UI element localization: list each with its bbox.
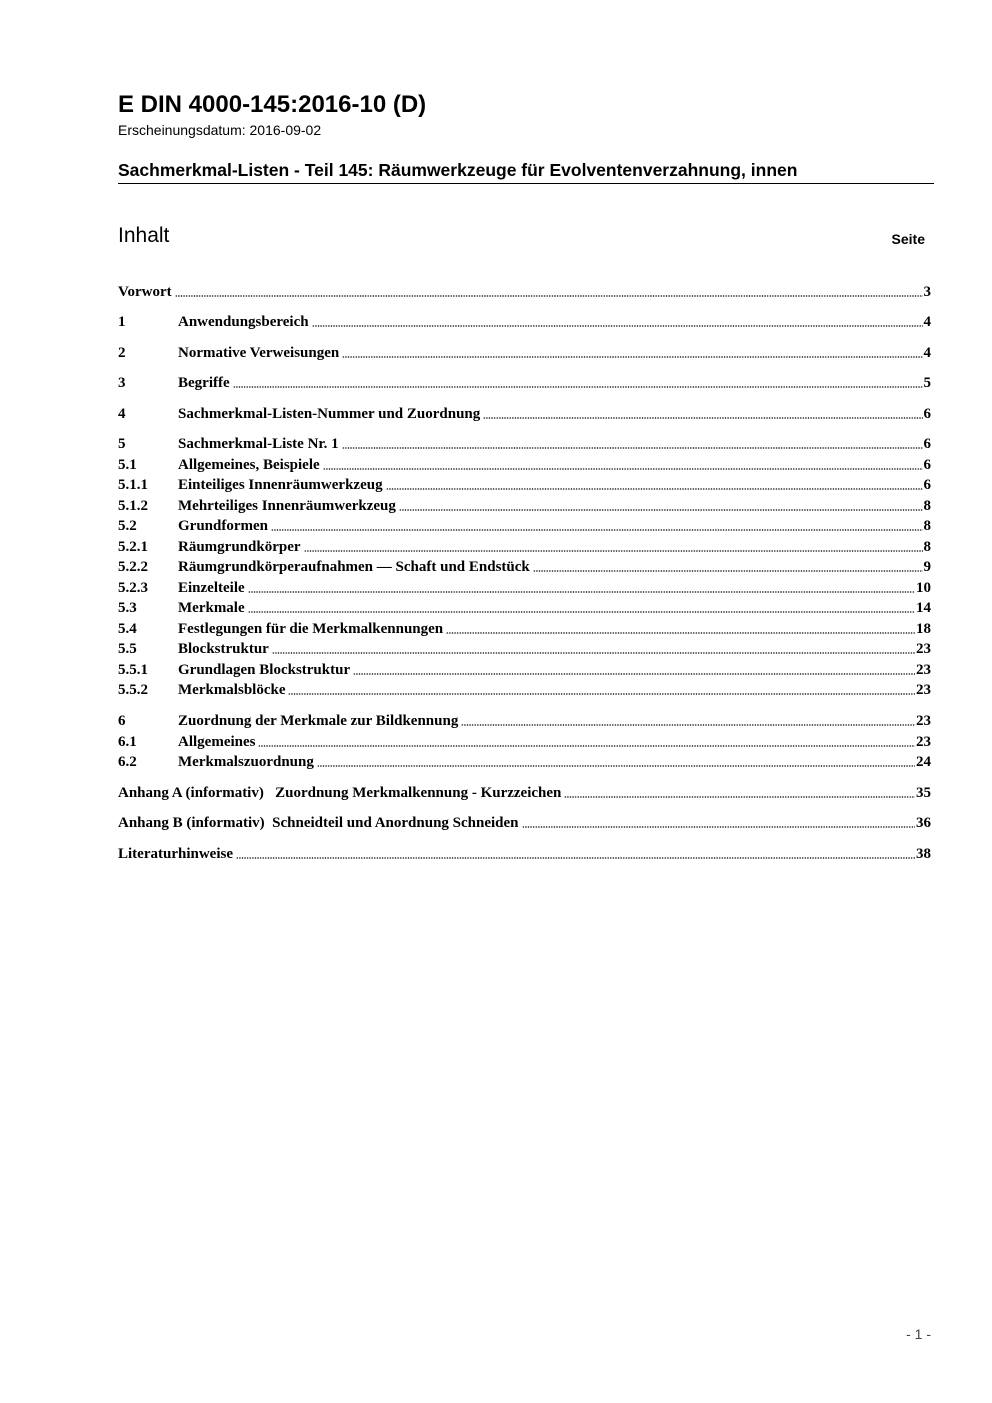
publication-date: Erscheinungsdatum: 2016-09-02 <box>118 122 322 138</box>
toc-entry-page: 8 <box>923 539 931 555</box>
title-underline <box>118 183 934 184</box>
toc-entry-dot-leader <box>271 529 923 531</box>
page-number: - 1 - <box>906 1326 931 1342</box>
toc-entry-title: Literaturhinweise <box>118 846 233 862</box>
toc-entry-dot-leader <box>342 447 923 449</box>
toc-entry-dot-leader <box>175 295 923 297</box>
toc-entry[interactable] <box>118 731 931 751</box>
toc-entry-page: 8 <box>923 518 931 534</box>
toc-entry-title: Räumgrundkörperaufnahmen — Schaft und Endstück <box>178 559 530 575</box>
toc-entry[interactable] <box>118 710 931 730</box>
toc-entry-title: Festlegungen für die Merkmalkennungen <box>178 621 444 637</box>
toc-entry-page: 24 <box>916 754 931 770</box>
toc-entry-dot-leader <box>461 724 915 726</box>
toc-entry-number: 5.2 <box>118 518 137 534</box>
toc-entry[interactable] <box>118 812 931 832</box>
toc-entry-page: 8 <box>923 498 931 514</box>
toc-entry-dot-leader <box>288 693 915 695</box>
toc-entry[interactable] <box>118 454 931 474</box>
toc-entry-title: Räumgrundkörper <box>178 539 301 555</box>
toc-entry[interactable] <box>118 751 931 771</box>
toc-entry-title: Zuordnung der Merkmale zur Bildkennung <box>178 713 459 729</box>
toc-entry-number: 5.1 <box>118 457 137 473</box>
toc-entry-title: Einteiliges Innenräumwerkzeug <box>178 477 383 493</box>
toc-entry-title: Grundlagen Blockstruktur <box>178 662 351 678</box>
toc-entry-number: 5.1.2 <box>118 498 148 514</box>
toc-entry-title: Merkmale <box>178 600 245 616</box>
toc-entry-title: Normative Verweisungen <box>178 345 340 361</box>
toc-entry[interactable] <box>118 638 931 658</box>
toc-entry-title: Grundformen <box>178 518 268 534</box>
toc-entry[interactable] <box>118 577 931 597</box>
toc-entry-dot-leader <box>342 356 922 358</box>
toc-entry-number: 5.4 <box>118 621 137 637</box>
toc-entry-title: Sachmerkmal-Liste Nr. 1 <box>178 436 339 452</box>
toc-entry-number: 5.5.2 <box>118 682 148 698</box>
toc-entry[interactable] <box>118 281 931 301</box>
toc-entry-page: 6 <box>923 406 931 422</box>
toc-entry-title: Blockstruktur <box>178 641 269 657</box>
toc-entry-page: 14 <box>916 600 931 616</box>
toc-entry-dot-leader <box>522 826 915 828</box>
toc-heading: Inhalt <box>118 224 170 247</box>
toc-entry-title: Begriffe <box>178 375 230 391</box>
toc-entry[interactable] <box>118 659 931 679</box>
toc-entry-number: 6.1 <box>118 734 137 750</box>
toc-entry-dot-leader <box>312 325 923 327</box>
toc-entry[interactable] <box>118 536 931 556</box>
toc-entry-page: 3 <box>923 284 931 300</box>
toc-entry-number: 5.3 <box>118 600 137 616</box>
toc-entry-title: Einzelteile <box>178 580 245 596</box>
toc-entry[interactable] <box>118 311 931 331</box>
toc-entry-dot-leader <box>483 417 922 419</box>
toc-entry-page: 4 <box>923 345 931 361</box>
toc-entry-page: 23 <box>916 682 931 698</box>
toc-entry[interactable] <box>118 342 931 362</box>
toc-entry[interactable] <box>118 515 931 535</box>
toc-entry-page: 10 <box>916 580 931 596</box>
toc-entry-page: 6 <box>923 436 931 452</box>
toc-entry-title: Anhang B (informativ) Schneidteil und Anordnung Schneiden <box>118 815 519 831</box>
document-id: E DIN 4000-145:2016-10 (D) <box>118 91 427 118</box>
toc-entry-number: 5.5.1 <box>118 662 148 678</box>
toc-entry-number: 4 <box>118 406 126 422</box>
toc-entry-title: Vorwort <box>118 284 172 300</box>
toc-entry-dot-leader <box>386 488 923 490</box>
toc-entry-title: Anhang A (informativ) Zuordnung Merkmalkennung - Kurzzeichen <box>118 785 562 801</box>
toc-entry-page: 23 <box>916 713 931 729</box>
toc-entry-number: 6 <box>118 713 126 729</box>
toc-entry-dot-leader <box>248 591 915 593</box>
toc-entry-dot-leader <box>446 632 915 634</box>
toc-entry[interactable] <box>118 679 931 699</box>
toc-entry-dot-leader <box>353 673 915 675</box>
toc-entry-dot-leader <box>533 570 923 572</box>
toc-entry-page: 6 <box>923 457 931 473</box>
toc-entry-page: 9 <box>923 559 931 575</box>
toc-entry-page: 4 <box>923 314 931 330</box>
toc-entry[interactable] <box>118 618 931 638</box>
toc-entry-number: 5.2.3 <box>118 580 148 596</box>
toc-entry-title: Anwendungsbereich <box>178 314 309 330</box>
toc-entry-page: 35 <box>916 785 931 801</box>
toc-entry-number: 1 <box>118 314 126 330</box>
toc-entry-page: 38 <box>916 846 931 862</box>
toc-entry[interactable] <box>118 556 931 576</box>
page-column-label: Seite <box>891 231 925 247</box>
toc-entry-dot-leader <box>258 745 915 747</box>
toc-entry-dot-leader <box>564 796 915 798</box>
toc-entry-page: 5 <box>923 375 931 391</box>
toc-entry-dot-leader <box>317 765 915 767</box>
toc-entry-title: Allgemeines, Beispiele <box>178 457 320 473</box>
toc-entry-title: Sachmerkmal-Listen-Nummer und Zuordnung <box>178 406 481 422</box>
toc-entry-number: 5.1.1 <box>118 477 148 493</box>
toc-entry-dot-leader <box>233 386 923 388</box>
toc-entry-dot-leader <box>323 468 923 470</box>
toc-entry-number: 6.2 <box>118 754 137 770</box>
document-title: Sachmerkmal-Listen - Teil 145: Räumwerkzeuge für Evolventenverzahnung, innen <box>118 160 798 180</box>
toc-entry-number: 3 <box>118 375 126 391</box>
toc-entry-dot-leader <box>272 652 915 654</box>
toc-entry-number: 5 <box>118 436 126 452</box>
toc-entry-title: Merkmalsblöcke <box>178 682 286 698</box>
toc-entry-page: 36 <box>916 815 931 831</box>
toc-entry[interactable] <box>118 782 931 802</box>
toc-entry[interactable] <box>118 495 931 515</box>
toc-entry-dot-leader <box>304 550 923 552</box>
toc-entry[interactable] <box>118 433 931 453</box>
toc-entry-number: 5.2.2 <box>118 559 148 575</box>
toc-entry-page: 18 <box>916 621 931 637</box>
toc-entry[interactable] <box>118 597 931 617</box>
toc-entry[interactable] <box>118 843 931 863</box>
toc-entry-page: 23 <box>916 641 931 657</box>
toc-entry-title: Merkmalszuordnung <box>178 754 314 770</box>
toc-entry-dot-leader <box>236 857 915 859</box>
toc-entry-title: Allgemeines <box>178 734 256 750</box>
toc-entry[interactable] <box>118 372 931 392</box>
toc-entry-number: 5.2.1 <box>118 539 148 555</box>
toc-entry[interactable] <box>118 474 931 494</box>
toc-entry-dot-leader <box>399 509 923 511</box>
toc-entry-number: 2 <box>118 345 126 361</box>
toc-entry-page: 23 <box>916 662 931 678</box>
toc-entry[interactable] <box>118 403 931 423</box>
toc-entry-title: Mehrteiliges Innenräumwerkzeug <box>178 498 396 514</box>
toc-entry-dot-leader <box>248 611 915 613</box>
toc-entry-number: 5.5 <box>118 641 137 657</box>
toc-entry-page: 6 <box>923 477 931 493</box>
toc-entry-page: 23 <box>916 734 931 750</box>
